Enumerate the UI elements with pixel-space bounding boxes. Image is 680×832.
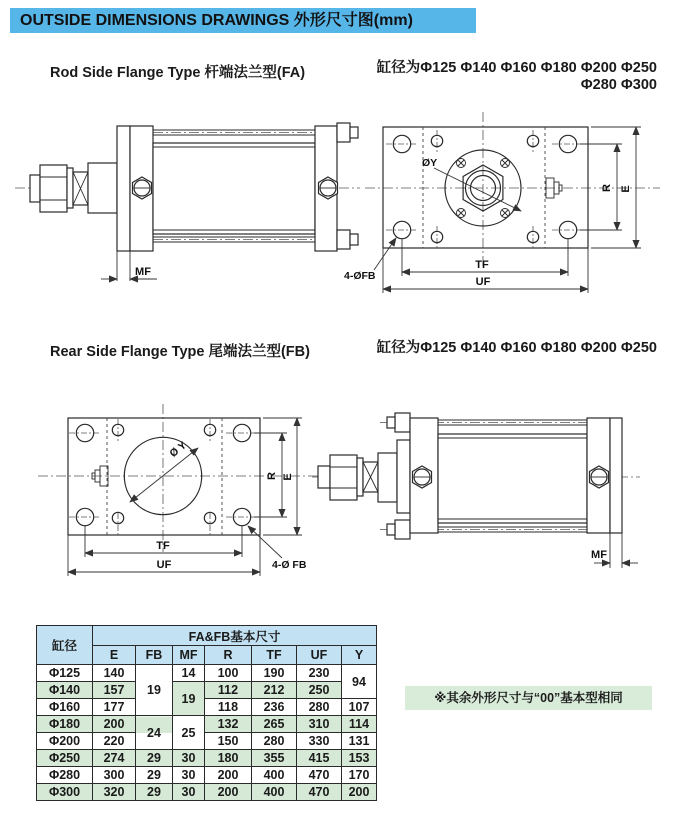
- dim-cell: 140: [93, 665, 136, 682]
- r-dim-label: R: [601, 184, 613, 192]
- dim-cell: 19: [173, 682, 205, 716]
- fa-side-view-drawing: [15, 110, 360, 300]
- dim-cell: 30: [173, 750, 205, 767]
- dim-cell: 470: [297, 784, 342, 801]
- bore-label: Φ180: [37, 716, 93, 733]
- flange-holes-label: 4-Ø FB: [272, 559, 307, 571]
- dim-cell: 220: [93, 733, 136, 750]
- dim-cell: 230: [297, 665, 342, 682]
- dim-cell: 470: [297, 767, 342, 784]
- e-dim-label: E: [620, 185, 632, 193]
- fb-bore-list: 缸径为Φ125 Φ140 Φ160 Φ180 Φ200 Φ250: [376, 340, 657, 356]
- bore-diameter-label: Ø Y: [167, 439, 189, 460]
- dim-cell: 94: [342, 665, 377, 699]
- fa-flange-face-drawing: [330, 108, 675, 303]
- dim-cell: 29: [136, 767, 173, 784]
- bore-diameter-label: ØY: [422, 157, 438, 169]
- dim-cell: 415: [297, 750, 342, 767]
- table-group-header: FA&FB基本尺寸: [93, 626, 377, 646]
- dim-cell: 280: [252, 733, 297, 750]
- column-header: FB: [136, 646, 173, 665]
- fb-flange-face-drawing: [30, 400, 340, 585]
- fa-bore-list: [355, 60, 657, 94]
- bore-label: Φ160: [37, 699, 93, 716]
- dim-cell: 355: [252, 750, 297, 767]
- dim-cell: 265: [252, 716, 297, 733]
- bore-label: Φ125: [37, 665, 93, 682]
- dim-cell: 29: [136, 750, 173, 767]
- dim-cell: 25: [173, 716, 205, 750]
- dim-cell: 24: [136, 716, 173, 750]
- dim-cell: 177: [93, 699, 136, 716]
- table-row: [37, 750, 377, 767]
- tf-dim-label: TF: [156, 540, 170, 552]
- dim-cell: 190: [252, 665, 297, 682]
- fa-bore-line2: Φ280 Φ300: [580, 77, 657, 93]
- dim-cell: 250: [297, 682, 342, 699]
- dim-cell: 200: [205, 767, 252, 784]
- uf-dim-label: UF: [475, 276, 491, 288]
- bore-label: Φ280: [37, 767, 93, 784]
- uf-dim-label: UF: [156, 559, 172, 571]
- dim-cell: 280: [297, 699, 342, 716]
- column-header: UF: [297, 646, 342, 665]
- flange-holes-label: 4-ØFB: [344, 270, 376, 282]
- dim-cell: 153: [342, 750, 377, 767]
- dim-cell: 132: [205, 716, 252, 733]
- dim-cell: 180: [205, 750, 252, 767]
- dim-cell: 29: [136, 784, 173, 801]
- dim-cell: 14: [173, 665, 205, 682]
- table-row: [37, 784, 377, 801]
- fa-section-heading: Rod Side Flange Type 杆端法兰型(FA): [50, 65, 306, 81]
- dim-cell: 310: [297, 716, 342, 733]
- dim-cell: 200: [93, 716, 136, 733]
- r-dim-label: R: [266, 472, 278, 480]
- table-row: [37, 733, 377, 750]
- column-header: MF: [173, 646, 205, 665]
- dim-cell: 131: [342, 733, 377, 750]
- fa-fb-dimensions-table: [36, 625, 377, 801]
- bore-label: Φ200: [37, 733, 93, 750]
- dim-cell: 330: [297, 733, 342, 750]
- fb-side-view-drawing: [310, 400, 645, 580]
- dim-cell: 200: [205, 784, 252, 801]
- table-row: [37, 665, 377, 682]
- tf-dim-label: TF: [475, 259, 489, 271]
- column-header: Y: [342, 646, 377, 665]
- bore-column-header: 缸径: [37, 626, 93, 665]
- dim-cell: 157: [93, 682, 136, 699]
- socket-left: [133, 177, 152, 199]
- bore-label: Φ140: [37, 682, 93, 699]
- dim-cell: 212: [252, 682, 297, 699]
- fb-section-heading: Rear Side Flange Type 尾端法兰型(FB): [50, 344, 310, 360]
- socket-right: [590, 466, 609, 488]
- dim-cell: 19: [136, 665, 173, 716]
- dim-cell: 112: [205, 682, 252, 699]
- dim-cell: 30: [173, 767, 205, 784]
- socket-left: [413, 466, 432, 488]
- table-row: [37, 767, 377, 784]
- e-dim-label: E: [282, 473, 294, 481]
- dim-cell: 200: [342, 784, 377, 801]
- table-row: [37, 682, 377, 699]
- page-title: OUTSIDE DIMENSIONS DRAWINGS 外形尺寸图(mm): [10, 8, 476, 33]
- dim-cell: 400: [252, 767, 297, 784]
- dim-cell: 30: [173, 784, 205, 801]
- dim-cell: 320: [93, 784, 136, 801]
- note-bar: ※其余外形尺寸与“00”基本型相同: [405, 686, 652, 710]
- dim-cell: 100: [205, 665, 252, 682]
- table-row: [37, 699, 377, 716]
- dim-cell: 170: [342, 767, 377, 784]
- dim-cell: 400: [252, 784, 297, 801]
- column-header: TF: [252, 646, 297, 665]
- mf-dim-label: MF: [135, 266, 151, 278]
- bore-label: Φ250: [37, 750, 93, 767]
- dim-cell: 114: [342, 716, 377, 733]
- bore-label: Φ300: [37, 784, 93, 801]
- fa-bore-line1: 缸径为Φ125 Φ140 Φ160 Φ180 Φ200 Φ250: [376, 60, 657, 76]
- dim-cell: 150: [205, 733, 252, 750]
- mf-dim-label: MF: [591, 549, 607, 561]
- dim-cell: 300: [93, 767, 136, 784]
- dim-cell: 274: [93, 750, 136, 767]
- column-header: R: [205, 646, 252, 665]
- dim-cell: 118: [205, 699, 252, 716]
- table-row: [37, 716, 377, 733]
- dim-cell: 236: [252, 699, 297, 716]
- column-header: E: [93, 646, 136, 665]
- dim-cell: 107: [342, 699, 377, 716]
